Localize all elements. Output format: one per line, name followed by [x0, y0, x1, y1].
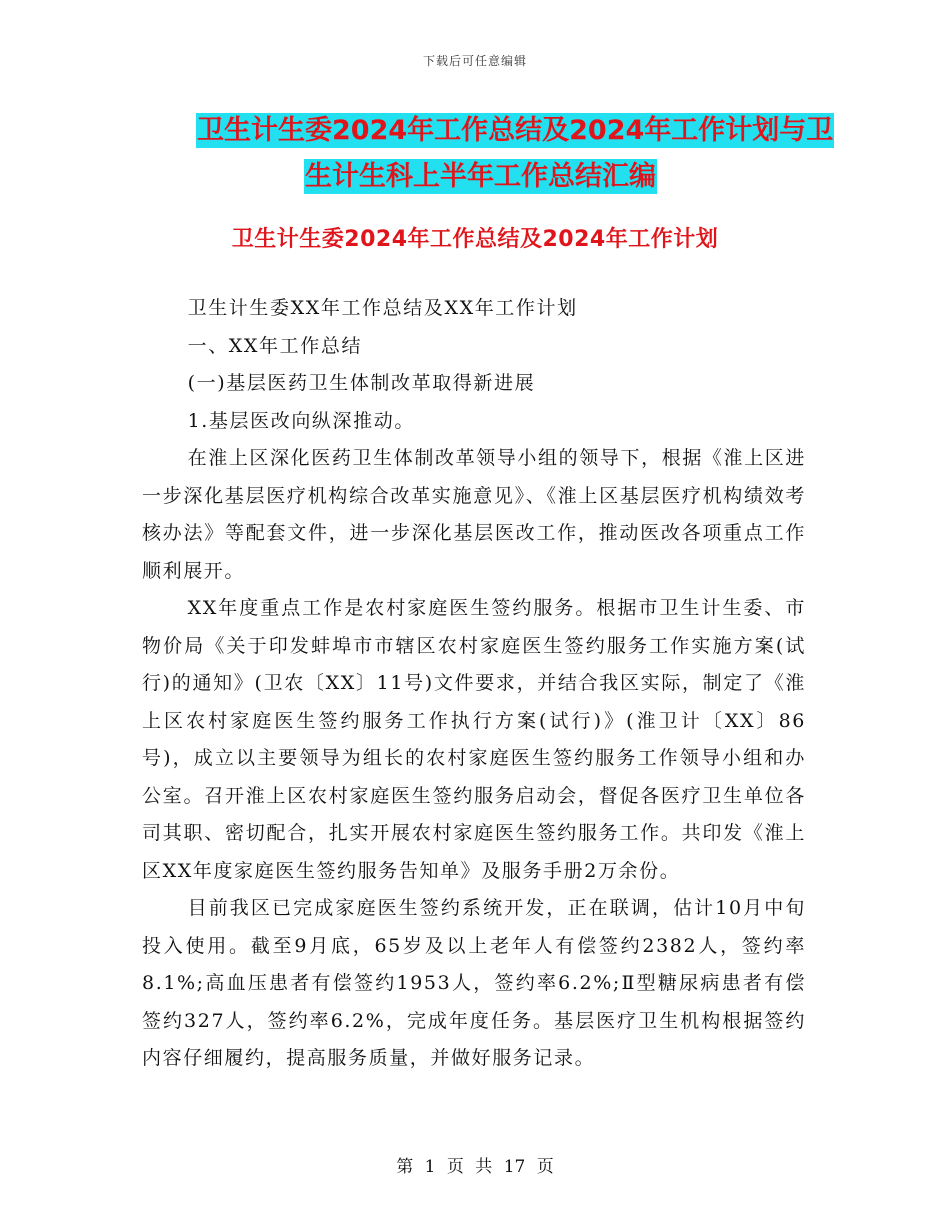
header-note: 下载后可任意编辑 [422, 54, 527, 68]
section-title: 卫生计生委2024年工作总结及2024年工作计划 [231, 227, 719, 252]
page-footer: 第 1 页 共 17 页 [396, 1157, 554, 1177]
paragraph: 目前我区已完成家庭医生签约系统开发，正在联调，估计10月中旬投入使用。截至9月底，65岁及以上老年人有偿签约2382人，签约率8.1%;高血压患者有偿签约1953人，签约率6.2%;Ⅱ型糖尿病患者有偿签约327人，签约率6.2%，完成年度任务。基层医疗卫生机构根据签约内容仔细履约，提高服务质量，并做好服务记录。 [142, 897, 806, 1069]
paragraph: (一)基层医药卫生体制改革取得新进展 [187, 372, 536, 394]
title-highlight-1: 卫生计生委2024年工作总结及2024年工作计划与卫 [197, 115, 834, 146]
document-title-line-1 [196, 108, 834, 154]
document-title-line-2 [304, 154, 657, 200]
title-highlight-2: 生计生科上半年工作总结汇编 [305, 161, 656, 192]
paragraph: 卫生计生委XX年工作总结及XX年工作计划 [187, 297, 578, 319]
paragraph: 一、XX年工作总结 [187, 334, 363, 357]
document-body [142, 290, 806, 1078]
paragraph: 1.基层医改向纵深推动。 [187, 409, 415, 432]
paragraph: XX年度重点工作是农村家庭医生签约服务。根据市卫生计生委、市物价局《关于印发蚌埠市市辖区农村家庭医生签约服务工作实施方案(试行)的通知》(卫农〔XX〕11号)文件要求，并结合我区实际，制定了《淮上区农村家庭医生签约服务工作执行方案(试行)》(淮卫计〔XX〕86号)，成立以主要领导为组长的农村家庭医生签约服务工作领导小组和办公室。召开淮上区农村家庭医生签约服务启动会，督促各医疗卫生单位各司其职、密切配合，扎实开展农村家庭医生签约服务工作。共印发《淮上区XX年度家庭医生签约服务告知单》及服务手册2万余份。 [142, 597, 806, 882]
paragraph: 在淮上区深化医药卫生体制改革领导小组的领导下，根据《淮上区进一步深化基层医疗机构综合改革实施意见》、《淮上区基层医疗机构绩效考核办法》等配套文件，进一步深化基层医改工作，推动医改各项重点工作顺利展开。 [142, 447, 806, 582]
